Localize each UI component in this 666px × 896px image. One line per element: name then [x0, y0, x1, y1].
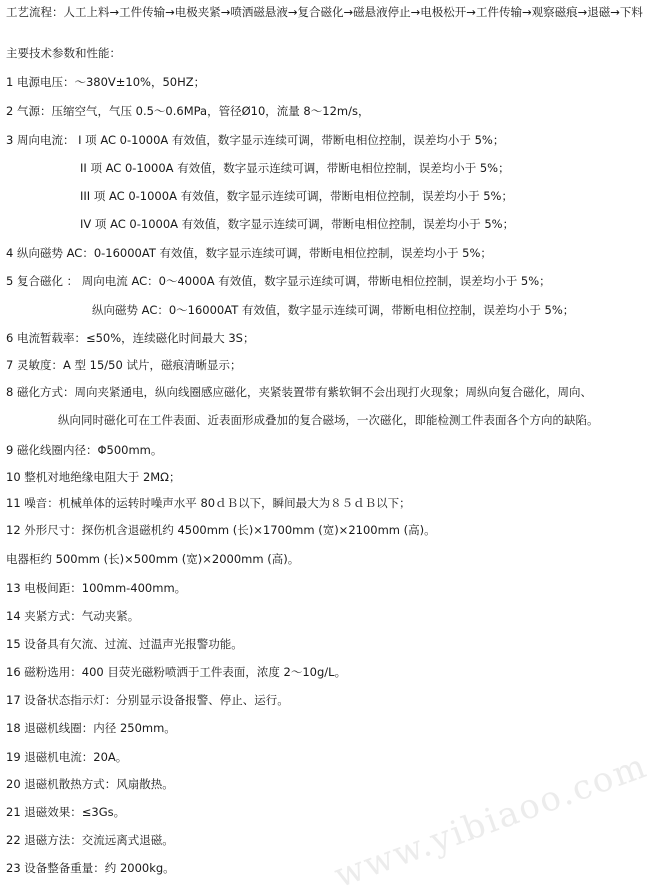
param-item-6: 6 电流暂载率：≤50%，连续磁化时间最大 3S； — [6, 331, 255, 345]
param-item-16: 16 磁粉选用：400 目荧光磁粉喷洒于工件表面，浓度 2～10g/L。 — [6, 665, 347, 679]
param-item-22: 22 退磁方法：交流远离式退磁。 — [6, 833, 174, 847]
param-item-12-cabinet: 电器柜约 500mm (长)×500mm (宽)×2000mm (高)。 — [6, 552, 300, 566]
param-item-18: 18 退磁机线圈：内径 250mm。 — [6, 721, 176, 735]
param-item-12: 12 外形尺寸：探伤机含退磁机约 4500mm (长)×1700mm (宽)×2100mm (高)。 — [6, 523, 436, 537]
param-item-14: 14 夹紧方式：气动夹紧。 — [6, 609, 140, 623]
param-item-5: 5 复合磁化 ： 周向电流 AC：0～4000A 有效值，数字显示连续可调，带断电相位控制，误差均小于 5%； — [6, 274, 551, 288]
param-item-3-phase-4: IV 项 AC 0-1000A 有效值，数字显示连续可调，带断电相位控制，误差均小于 5%； — [80, 217, 515, 231]
param-item-17: 17 设备状态指示灯：分别显示设备报警、停止、运行。 — [6, 693, 289, 707]
param-item-15: 15 设备具有欠流、过流、过温声光报警功能。 — [6, 637, 243, 651]
param-item-3-phase-3: III 项 AC 0-1000A 有效值，数字显示连续可调，带断电相位控制，误差均小于 5%； — [80, 189, 513, 203]
process-flow-text: 工艺流程：人工上料→工件传输→电极夹紧→喷洒磁悬液→复合磁化→磁悬液停止→电极松开→工件传输→观察磁痕→退磁→下料 — [6, 5, 643, 19]
param-item-8: 8 磁化方式：周向夹紧通电，纵向线圈感应磁化，夹紧装置带有紫软铜不会出现打火现象；周纵向复合磁化，周向、 — [6, 385, 592, 399]
param-item-9: 9 磁化线圈内径：Φ500mm。 — [6, 443, 163, 457]
param-item-4: 4 纵向磁势 AC：0-16000AT 有效值，数字显示连续可调，带断电相位控制，误差均小于 5%； — [6, 246, 492, 260]
param-item-7: 7 灵敏度：A 型 15/50 试片，磁痕清晰显示； — [6, 358, 242, 372]
watermark: www.yibiaoo.com — [329, 745, 653, 896]
param-item-8-continued: 纵向同时磁化可在工件表面、近表面形成叠加的复合磁场，一次磁化，即能检测工件表面各个方向的缺陷。 — [58, 413, 599, 427]
param-item-13: 13 电极间距：100mm-400mm。 — [6, 581, 187, 595]
param-item-5-longitudinal: 纵向磁势 AC：0～16000AT 有效值，数字显示连续可调，带断电相位控制，误差均小于 5%； — [92, 303, 575, 317]
param-item-11: 11 噪音：机械单体的运转时噪声水平 80ｄＢ以下，瞬间最大为８５ｄＢ以下； — [6, 496, 411, 510]
params-heading: 主要技术参数和性能： — [6, 46, 121, 60]
param-item-1: 1 电源电压：～380V±10%，50HZ； — [6, 75, 206, 89]
param-item-20: 20 退磁机散热方式：风扇散热。 — [6, 777, 174, 791]
param-item-10: 10 整机对地绝缘电阻大于 2MΩ； — [6, 470, 181, 484]
param-item-3: 3 周向电流： I 项 AC 0-1000A 有效值，数字显示连续可调，带断电相位控制，误差均小于 5%； — [6, 133, 505, 147]
param-item-19: 19 退磁机电流：20A。 — [6, 750, 128, 764]
param-item-3-phase-2: II 项 AC 0-1000A 有效值，数字显示连续可调，带断电相位控制，误差均小于 5%； — [80, 161, 510, 175]
param-item-23: 23 设备整备重量：约 2000kg。 — [6, 861, 175, 875]
param-item-21: 21 退磁效果：≤3Gs。 — [6, 805, 126, 819]
param-item-2: 2 气源：压缩空气，气压 0.5～0.6MPa，管径Ø10，流量 8～12m/s， — [6, 104, 370, 118]
